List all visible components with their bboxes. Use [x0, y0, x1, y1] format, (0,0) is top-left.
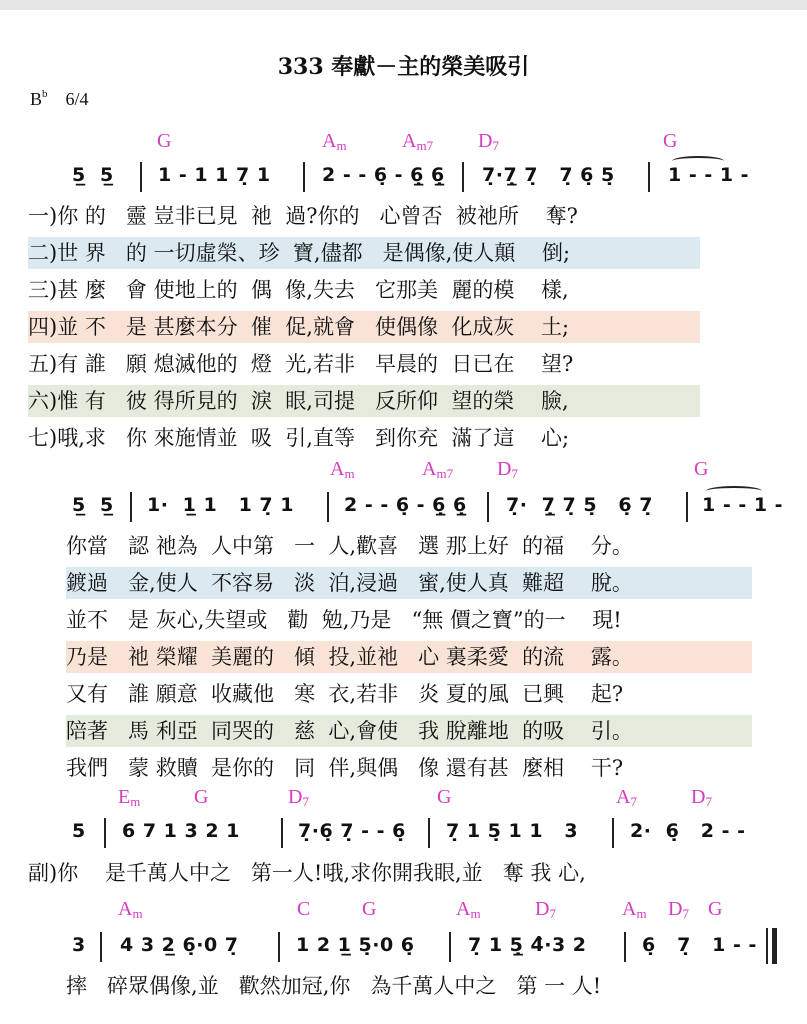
key-note: B — [30, 89, 43, 109]
chord: $A_{m7}$ — [422, 458, 454, 481]
notes-measure: 7̣ 1 5̲̣ 4̂·3 2 — [468, 934, 587, 956]
time-signature: 6/4 — [65, 89, 89, 109]
bar-line — [100, 932, 102, 962]
chord: G — [362, 898, 377, 920]
bar-line — [278, 932, 280, 962]
chord: $A_m$ — [118, 898, 143, 921]
bar-line — [104, 818, 106, 848]
chord: G — [437, 786, 452, 808]
chord: $A_{m7}$ — [402, 130, 434, 153]
lyric-line: 二)世 界 的 一切虛榮、珍 寶,儘都 是偶像,使人顛 倒; — [28, 237, 700, 269]
notes-measure: 1 2 1̲ 5̣·0 6̣ — [296, 934, 415, 956]
lyric-line: 副)你 是千萬人中之 第一人!哦,求你開我眼,並 奪 我 心, — [28, 861, 586, 885]
notes-measure: 7̣· 7̲̣ 7̣ 5̣ 6̣ 7̣ — [506, 494, 653, 516]
chord: $A_m$ — [456, 898, 481, 921]
bar-line — [462, 162, 464, 192]
lyric-line: 摔 碎眾偶像,並 歡然加冠,你 為千萬人中之 第 一 人! — [66, 974, 602, 998]
lyric-line: 一)你 的 靈 豈非已見 祂 過?你的 心曾否 被祂所 奪? — [28, 204, 578, 228]
chord: $D_7$ — [691, 786, 712, 809]
bar-line — [327, 492, 329, 522]
lyric-line: 我們 蒙 救贖 是你的 同 伴,與偶 像 還有甚 麼相 干? — [66, 756, 624, 780]
top-bar — [0, 0, 807, 10]
bar-line — [648, 162, 650, 192]
notes-measure: 7̣ 1 5̣ 1 1 3 — [446, 820, 579, 842]
key-accidental: b — [42, 88, 48, 100]
hymn-title: 333 奉獻－主的榮美吸引 — [277, 54, 530, 80]
chord: $D_7$ — [535, 898, 556, 921]
bar-line — [624, 932, 626, 962]
chord: $D_7$ — [478, 130, 499, 153]
notes-pickup: 5 — [72, 820, 86, 842]
lyric-line: 四)並 不 是 甚麼本分 催 促,就會 使偶像 化成灰 土; — [28, 311, 700, 343]
chord: C — [297, 898, 311, 920]
bar-line — [487, 492, 489, 522]
notes-measure: 1· 1̲ 1 1 7̣ 1 — [147, 494, 294, 516]
bar-line — [428, 818, 430, 848]
notes-measure: 6 7 1 3 2 1 — [122, 820, 240, 842]
notes-measure: 7̣·6̣ 7̣ - - 6̣ — [298, 820, 406, 842]
notes-measure: 6̣ 7̣ 1 - - — [642, 934, 757, 956]
chord: $A_m$ — [322, 130, 347, 153]
lyric-line: 三)甚 麼 會 使地上的 偶 像,失去 它那美 麗的模 樣, — [28, 278, 569, 302]
lyric-line: 並不 是 灰心,失望或 勸 勉,乃是 “無 價之寶”的一 現! — [66, 608, 622, 632]
lyric-line: 乃是 祂 榮耀 美麗的 傾 投,並祂 心 裏柔愛 的流 露。 — [66, 641, 752, 673]
notes-pickup: 5̲ 5̲ — [72, 164, 114, 186]
chord: G — [157, 130, 172, 152]
lyric-line: 你當 認 祂為 人中第 一 人,歡喜 選 那上好 的福 分。 — [66, 534, 633, 558]
notes-measure: 1 - - 1 - — [702, 494, 784, 516]
notes-pickup: 5̲ 5̲ — [72, 494, 114, 516]
chord: $D_7$ — [288, 786, 309, 809]
chord: G — [663, 130, 678, 152]
chord: $A_m$ — [330, 458, 355, 481]
lyric-line: 五)有 誰 願 熄滅他的 燈 光,若非 早晨的 日已在 望? — [28, 352, 574, 376]
lyric-line: 陪著 馬 利亞 同哭的 慈 心,會使 我 脫離地 的吸 引。 — [66, 715, 752, 747]
notes-measure: 2 - - 6̣ - 6̲̣ 6̲̣ — [344, 494, 467, 516]
lyric-line: 鍍過 金,使人 不容易 淡 泊,浸過 蜜,使人真 難超 脫。 — [66, 567, 752, 599]
bar-line — [140, 162, 142, 192]
notes-pickup: 3 — [72, 934, 86, 956]
final-bar-thick — [772, 928, 777, 964]
bar-line — [281, 818, 283, 848]
key-signature — [30, 88, 89, 110]
notes-measure: 2· 6̣ 2 - - — [630, 820, 746, 842]
notes-measure: 7̣·7̲̣ 7̣ 7̣ 6̣ 5̣ — [482, 164, 615, 186]
notes-measure: 2 - - 6̣ - 6̲̣ 6̲̣ — [322, 164, 445, 186]
bar-line — [449, 932, 451, 962]
bar-line — [303, 162, 305, 192]
final-bar-thin — [766, 928, 768, 964]
chord: G — [694, 458, 709, 480]
chord: $D_7$ — [497, 458, 518, 481]
chord: $A_7$ — [616, 786, 637, 809]
lyric-line: 六)惟 有 彼 得所見的 淚 眼,司提 反所仰 望的榮 臉, — [28, 385, 700, 417]
lyric-line: 又有 誰 願意 收藏他 寒 衣,若非 炎 夏的風 已興 起? — [66, 682, 624, 706]
notes-measure: 1 - - 1 - — [668, 164, 750, 186]
chord: $D_7$ — [668, 898, 689, 921]
chord: $A_m$ — [622, 898, 647, 921]
chord: G — [708, 898, 723, 920]
bar-line — [686, 492, 688, 522]
bar-line — [130, 492, 132, 522]
notes-measure: 4 3 2̲ 6̣·0 7̣ — [120, 934, 239, 956]
chord: $E_m$ — [118, 786, 141, 809]
lyric-line: 七)哦,求 你 來施情並 吸 引,直等 到你充 滿了這 心; — [28, 426, 570, 450]
bar-line — [612, 818, 614, 848]
chord: G — [194, 786, 209, 808]
notes-measure: 1 - 1 1 7̣ 1 — [158, 164, 271, 186]
